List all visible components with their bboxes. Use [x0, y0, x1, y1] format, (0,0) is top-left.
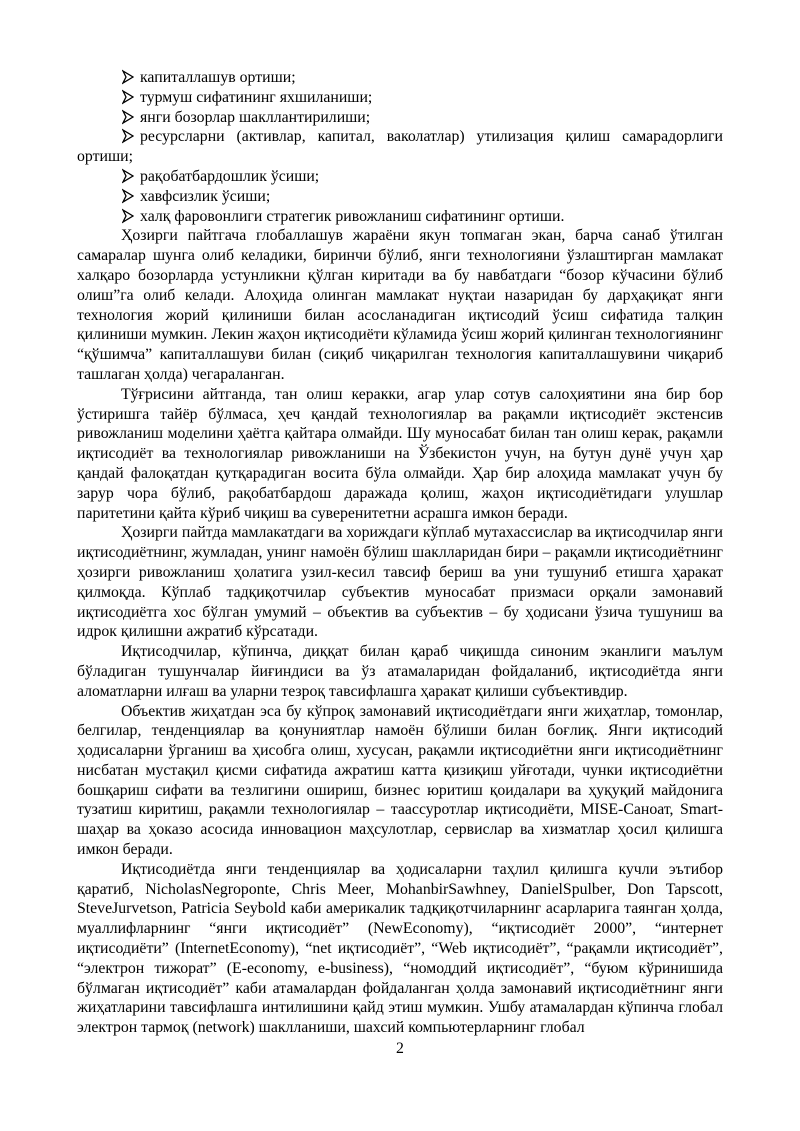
arrow-bullet-icon: [122, 88, 136, 106]
paragraph: Объектив жиҳатдан эса бу кўпроқ замонавий иқтисодиётдаги янги жиҳатлар, томонлар, белгилар, тенденциялар ва қонуниятлар намоён бўлиши билан боғлиқ. Янги иқтисодий ҳодисаларни ўрганиш ва ҳисобга олиш, хусусан, рақамли иқтисодиётни янги иқтисодиётнинг нисбатан мустақил қисми сифатида ажратиш катта қизиқиш уйғотади, чунки иқтисодиётни бошқариш сифати ва тезлигини ошириш, бизнес юритиш қоидалари ва ҳуқуқий майдонига тузатиш киритиш, рақамли технологиялар – таассуротлар иқтисодиёти, MISE-Саноат, Smart-шаҳар ва ҳоказо асосида инновацион маҳсулотлар, сервислар ва хизматлар ҳосил қилишга имкон беради.: [77, 702, 723, 859]
arrow-bullet-icon: [122, 167, 136, 185]
paragraph: Иқтисодиётда янги тенденциялар ва ҳодисаларни таҳлил қилишга кучли эътибор қаратиб, NicholasNegroponte, Chris Meer, MohanbirSawhney, DanielSpulber, Don Tapscott, SteveJurvetson, Patricia Seybold каби америкалик тадқиқотчиларнинг асарларига таянган ҳолда, муаллифларнинг “янги иқтисодиёт” (NewEconomy), “иқтисодиёт 2000”, “интернет иқтисодиёти” (InternetEconomy), “net иқтисодиёт”, “Web иқтисодиёт”, “рақамли иқтисодиёт”, “электрон тижорат” (E-economy, e-business), “номоддий иқтисодиёт”, “буюм кўринишида бўлмаган иқтисодиёт” каби атамалардан фойдаланган ҳолда замонавий иқтисодиётнинг янги жиҳатларини тавсифлашга интилишини қайд этиш мумкин. Ушбу атамалардан кўпинча глобал электрон тармоқ (network) шаклланиши, шахсий компьютерларнинг глобал: [77, 860, 723, 1037]
arrow-bullet-icon: [122, 207, 136, 225]
list-item: рақобатбардошлик ўсиши;: [77, 167, 723, 187]
arrow-bullet-icon: [122, 108, 136, 126]
list-item: хавфсизлик ўсиши;: [77, 187, 723, 207]
paragraph: Иқтисодчилар, кўпинча, диққат билан қараб чиқишда синоним эканлиги маълум бўладиган тушунчалар йиғиндиси ва ўз атамаларидан фойдаланиб, иқтисодиётда янги аломатларни илғаш ва уларни тезроқ тавсифлашга ҳаракат қилиши субъективдир.: [77, 643, 723, 700]
list-item: ресурсларни (активлар, капитал, ваколатлар) утилизация қилиш самарадорлиги ортиши;: [77, 128, 723, 166]
list-item: халқ фаровонлиги стратегик ривожланиш сифатининг ортиши.: [77, 207, 723, 227]
paragraph: Ҳозирги пайтгача глобаллашув жараёни якун топмаган экан, барча санаб ўтилган самаралар шунга олиб келадики, биринчи бўлиб, янги технологияни ўзлаштирган мамлакат халқаро бозорларда устунликни қўлган киритади ва бу навбатдаги “бозор кўчасини бўлиб олиш”га олиб келади. Алоҳида олинган мамлакат нуқтаи назаридан бу дарҳақиқат янги технология жорий қилиниши билан асосланадиган иқтисодий ўсиш сифатида талқин қилиниши мумкин. Лекин жаҳон иқтисодиёти кўламида ўсиш жорий қилинган технологиянинг “қўшимча” капиталлашуви билан (сиқиб чиқарилган технология капиталлашувини чиқариб ташлаган ҳолда) чегараланган.: [77, 227, 723, 383]
list-item: янги бозорлар шакллантирилиши;: [77, 108, 723, 128]
arrow-bullet-icon: [122, 68, 136, 86]
list-item: турмуш сифатининг яхшиланиши;: [77, 88, 723, 108]
arrow-bullet-icon: [122, 187, 136, 205]
paragraph: Тўғрисини айтганда, тан олиш керакки, агар улар сотув салоҳиятини яна бир бор ўстиришга тайёр бўлмаса, ҳеч қандай технологиялар ва рақамли иқтисодиёт экстенсив ривожланиш моделини ҳаётга қайтара олмайди. Шу муносабат билан тан олиш керак, рақамли иқтисодиёт ва технологиялар ривожланиши на Ўзбекистон учун, на бутун дунё учун ҳар қандай фалоқатдан қутқарадиган восита бўла олмайди. Ҳар бир алоҳида мамлакат учун бу зарур чора бўлиб, рақобатбардош даражада қолиш, жаҳон иқтисодиётидаги улушлар паритетини қайта кўриб чиқиш ва суверенитетни асрашга имкон беради.: [77, 385, 723, 522]
bullet-list: [77, 68, 723, 226]
list-item: капиталлашув ортиши;: [77, 68, 723, 88]
arrow-bullet-icon: [122, 127, 136, 145]
page-number: 2: [396, 1040, 404, 1057]
document-body: [77, 68, 723, 1038]
paragraph: Ҳозирги пайтда мамлакатдаги ва хориждаги кўплаб мутахассислар ва иқтисодчилар янги иқтисодиётнинг, жумладан, унинг намоён бўлиш шаклларидан бири – рақамли иқтисодиётнинг ҳозирги ривожланиш ҳолатига узил-кесил тавсиф бериш ва уни тушуниб етишга ҳаракат қилмоқда. Кўплаб тадқиқотчилар субъектив муносабат призмаси орқали замонавий иқтисодиётга хос бўлган умумий – объектив ва субъектив – бу ҳодисани ўзича тушуниш ва идрок қилишни ажратиб кўрсатади.: [77, 524, 723, 641]
